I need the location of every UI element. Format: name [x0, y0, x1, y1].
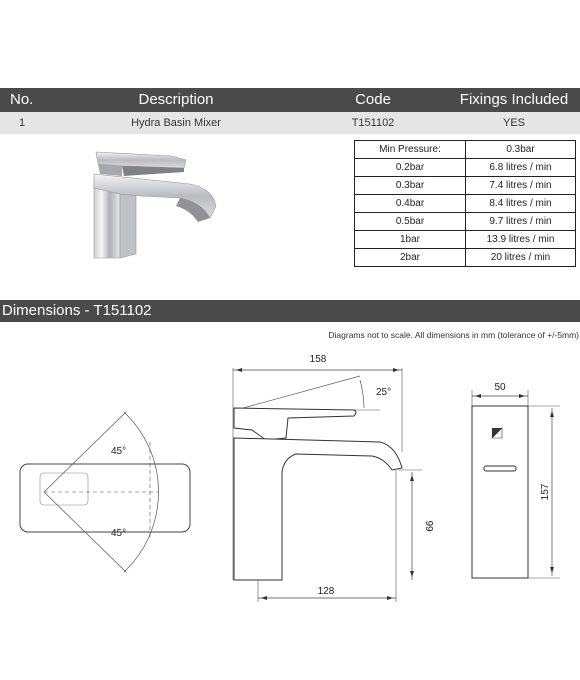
product-row — [0, 112, 580, 134]
spout-height-label: 99 — [423, 520, 434, 532]
flow-cell: 9.7 litres / min — [466, 213, 576, 231]
product-photo — [80, 140, 230, 270]
table-row — [355, 159, 576, 177]
angle-lower-label: 45° — [111, 528, 127, 539]
header-description: Description — [138, 91, 214, 108]
pressure-cell: Min Pressure: — [355, 141, 466, 159]
table-row — [355, 177, 576, 195]
front-width-label: 50 — [494, 382, 506, 393]
flow-cell: 0.3bar — [466, 141, 576, 159]
dimensions-title-bar — [0, 300, 580, 322]
product-code: T151102 — [351, 117, 395, 129]
pressure-cell: 1bar — [355, 231, 466, 249]
table-row — [355, 195, 576, 213]
header-no: No. — [10, 91, 34, 108]
table-row — [355, 249, 576, 267]
table-header — [0, 88, 580, 112]
front-height-label: 157 — [540, 483, 551, 501]
pressure-cell: 0.2bar — [355, 159, 466, 177]
product-fixings: YES — [502, 117, 526, 129]
table-row — [355, 141, 576, 159]
front-view-drawing — [472, 382, 560, 578]
side-view-drawing — [233, 354, 434, 602]
table-row — [355, 231, 576, 249]
pressure-cell: 0.4bar — [355, 195, 466, 213]
dimensions-note: Diagrams not to scale. All dimensions in mm (tolerance of +/-5mm) — [328, 330, 579, 340]
product-description: Hydra Basin Mixer — [131, 117, 221, 129]
lever-angle-label: 25° — [376, 387, 392, 398]
flow-cell: 13.9 litres / min — [466, 231, 576, 249]
table-row — [355, 213, 576, 231]
top-view-drawing — [20, 412, 190, 572]
pressure-cell: 2bar — [355, 249, 466, 267]
pressure-cell: 0.5bar — [355, 213, 466, 231]
flow-cell: 7.4 litres / min — [466, 177, 576, 195]
header-fixings: Fixings Included — [459, 91, 569, 108]
angle-upper-label: 45° — [111, 446, 127, 457]
width-overall-label: 158 — [309, 354, 327, 365]
flow-cell: 8.4 litres / min — [466, 195, 576, 213]
base-length-label: 128 — [317, 586, 335, 597]
dimensions-title: Dimensions - T151102 — [2, 302, 152, 319]
header-code: Code — [355, 91, 391, 108]
flow-cell: 6.8 litres / min — [466, 159, 576, 177]
pressure-cell: 0.3bar — [355, 177, 466, 195]
technical-drawings — [0, 340, 580, 620]
flow-cell: 20 litres / min — [466, 249, 576, 267]
pressure-flow-table — [354, 140, 576, 267]
product-no: 1 — [19, 117, 26, 129]
